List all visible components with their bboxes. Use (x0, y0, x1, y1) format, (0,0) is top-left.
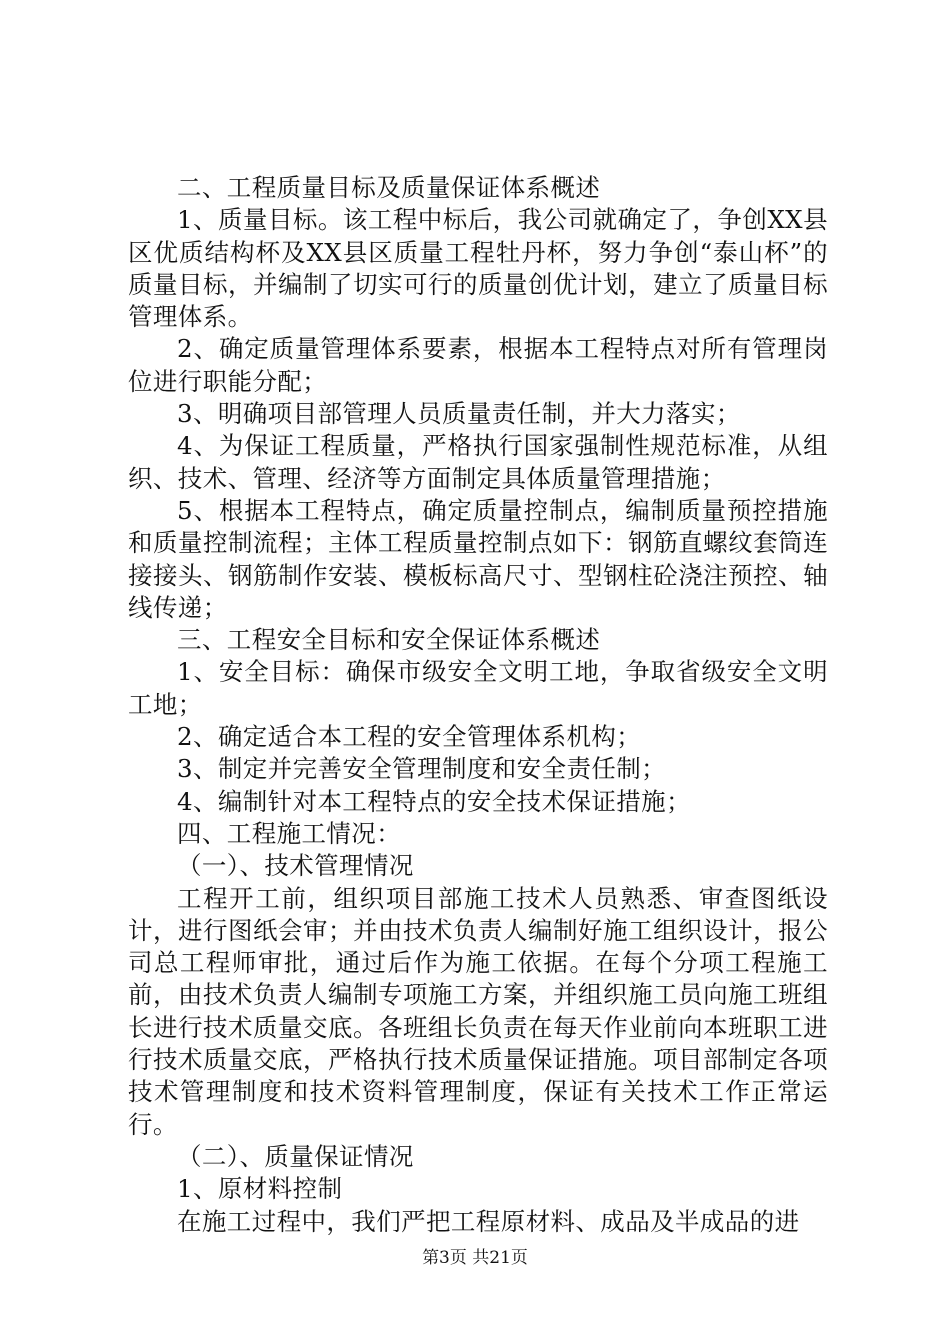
paragraph-safety-organization: 2、确定适合本工程的安全管理体系机构； (177, 722, 642, 752)
subheading-quality-assurance: （二）、质量保证情况 (177, 1141, 414, 1171)
paragraph-quality-target: 1、质量目标。该工程中标后，我公司就确定了，争创XX县区优质结构杯及XX县区质量工程牡丹杯，努力争创“泰山杯”的质量目标，并编制了切实可行的质量创优计划，建立了质量目标管理体系。 (128, 205, 828, 332)
paragraph-technical-management: 工程开工前，组织项目部施工技术人员熟悉、审查图纸设计，进行图纸会审；并由技术负责人编制好施工组织设计，报公司总工程师审批，通过后作为施工依据。在每个分项工程施工前，由技术负责人编制专项施工方案，并组织施工员向施工班组长进行技术质量交底。各班组长负责在每天作业前向本班职工进行技术质量交底，严格执行技术质量保证措施。项目部制定各项技术管理制度和技术资料管理制度，保证有关技术工作正常运行。 (128, 883, 828, 1139)
heading-construction-status: 四、工程施工情况： (177, 818, 402, 848)
subheading-raw-material-control: 1、原材料控制 (177, 1174, 343, 1204)
paragraph-safety-measures: 4、编制针对本工程特点的安全技术保证措施； (177, 786, 691, 816)
heading-quality-objectives: 二、工程质量目标及质量保证体系概述 (177, 173, 601, 202)
paragraph-quality-measures: 4、为保证工程质量，严格执行国家强制性规范标准，从组织、技术、管理、经济等方面制定具体质量管理措施； (128, 431, 828, 493)
page-number-footer: 第3页 共21页 (422, 1248, 528, 1268)
paragraph-quality-system-elements: 2、确定质量管理体系要素，根据本工程特点对所有管理岗位进行职能分配； (128, 334, 828, 396)
subheading-technical-management: （一）、技术管理情况 (177, 851, 414, 881)
paragraph-quality-responsibility: 3、明确项目部管理人员质量责任制，并大力落实； (177, 399, 741, 429)
paragraph-safety-rules: 3、制定并完善安全管理制度和安全责任制； (177, 754, 667, 784)
paragraph-quality-control-points: 5、根据本工程特点，确定质量控制点，编制质量预控措施和质量控制流程；主体工程质量控制点如下：钢筋直螺纹套筒连接接头、钢筋制作安装、模板标高尺寸、型钢柱砼浇注预控、轴线传递； (128, 495, 828, 622)
paragraph-raw-material-control: 在施工过程中，我们严把工程原材料、成品及半成品的进 (177, 1206, 800, 1236)
paragraph-safety-target: 1、安全目标：确保市级安全文明工地，争取省级安全文明工地； (128, 657, 828, 719)
heading-safety-objectives: 三、工程安全目标和安全保证体系概述 (177, 625, 601, 655)
document-body (128, 172, 828, 1238)
